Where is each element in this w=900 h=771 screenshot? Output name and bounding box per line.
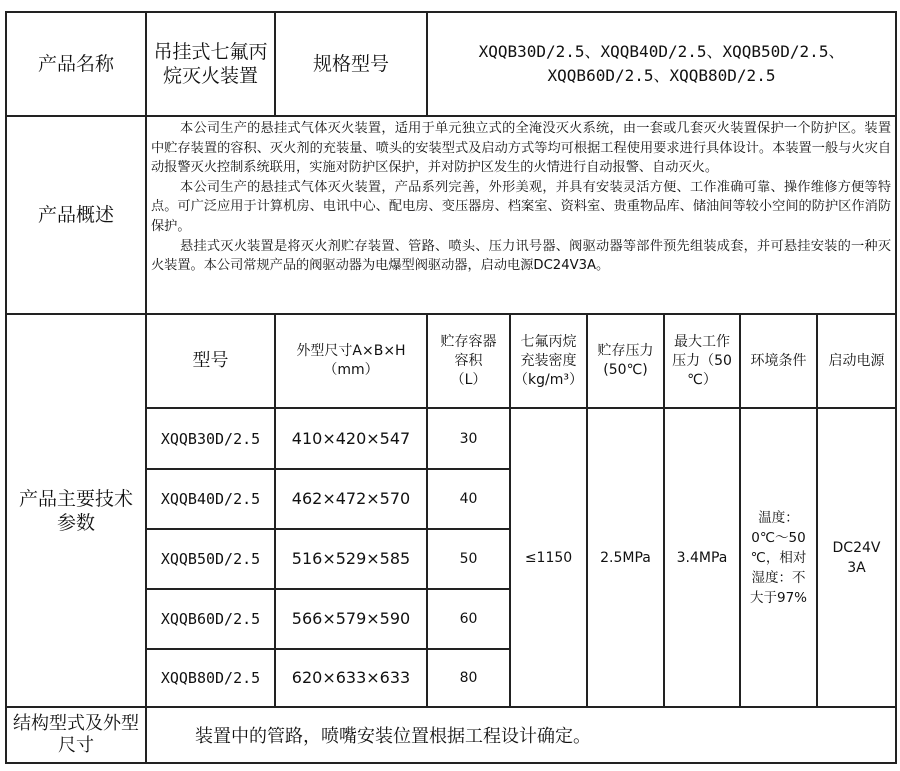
shared-environment [740, 408, 817, 707]
product-name-text: 吊挂式七氟丙烷灭火装置 [153, 41, 268, 87]
row-model: XQQB60D/2.5 [146, 589, 275, 649]
row-model: XQQB50D/2.5 [146, 529, 275, 589]
product-name-value [146, 12, 275, 116]
power-line-2: 3A [847, 559, 866, 576]
row-dimensions: 516×529×585 [275, 529, 427, 589]
col-volume-line-2: 容积 [454, 352, 483, 369]
row-dimensions: 620×633×633 [275, 649, 427, 707]
row-volume: 60 [427, 589, 510, 649]
row-volume: 30 [427, 408, 510, 469]
overview-paragraph-2: 本公司生产的悬挂式气体灭火装置，产品系列完善，外形美观，并具有安装灵活方便、工作准确可靠、操作维修方便等特点。可广泛应用于计算机房、电讯中心、配电房、变压器房、档案室、资料室、贵重物品库、储油间等较小空间的防护区作消防保护。 [151, 179, 892, 234]
structure-label [6, 707, 146, 763]
overview-row [6, 116, 896, 314]
row-dimensions: 462×472×570 [275, 469, 427, 529]
tech-params-label [6, 314, 146, 707]
row-volume: 80 [427, 649, 510, 707]
structure-row [6, 707, 896, 763]
col-max-pressure-line-2: 压力（50 [672, 352, 732, 369]
product-name-label: 产品名称 [6, 12, 146, 116]
structure-label-text: 结构型式及外型尺寸 [13, 713, 139, 756]
env-line-5: 大于97% [749, 589, 807, 606]
row-model: XQQB80D/2.5 [146, 649, 275, 707]
spec-model-line-2: XQQB60D/2.5、XQQB80D/2.5 [547, 66, 776, 85]
overview-label: 产品概述 [6, 116, 146, 314]
col-environment: 环境条件 [740, 314, 817, 408]
product-spec-table [5, 11, 897, 764]
shared-storage-pressure: 2.5MPa [587, 408, 664, 707]
shared-density: ≤1150 [510, 408, 587, 707]
spec-model-line-1: XQQB30D/2.5、XQQB40D/2.5、XQQB50D/2.5、 [478, 42, 845, 61]
col-max-pressure-line-1: 最大工作 [674, 333, 730, 350]
row-dimensions: 410×420×547 [275, 408, 427, 469]
row-volume: 50 [427, 529, 510, 589]
power-line-1: DC24V [832, 539, 881, 556]
col-dimensions-line-2: （mm） [323, 362, 379, 378]
col-max-pressure [664, 314, 740, 408]
row-model: XQQB40D/2.5 [146, 469, 275, 529]
col-dimensions-line-1: 外型尺寸A×B×H [296, 343, 406, 359]
tech-params-label-text: 产品主要技术参数 [18, 487, 133, 534]
col-volume-line-3: （L） [450, 371, 487, 388]
overview-paragraph-1: 本公司生产的悬挂式气体灭火装置，适用于单元独立式的全淹没灭火系统，由一套或几套灭火装置保护一个防护区。装置中贮存装置的容积、灭火剂的充装量、喷头的安装型式及启动方式等均可根据工程使用要求进行具体设计。本装置一般与火灾自动报警灭火控制系统联用，实施对防护区保护，并对防护区发生的火情进行自动报警、自动灭火。 [151, 121, 892, 176]
col-density-line-3: （kg/m³） [514, 371, 583, 388]
structure-text: 装置中的管路，喷嘴安装位置根据工程设计确定。 [146, 707, 896, 763]
col-density-line-2: 充装密度 [520, 352, 577, 369]
col-density [510, 314, 587, 408]
col-volume [427, 314, 510, 408]
env-line-2: 0℃～50 [751, 529, 806, 546]
spec-model-label: 规格型号 [275, 12, 427, 116]
col-storage-pressure [587, 314, 664, 408]
col-density-line-1: 七氟丙烷 [520, 333, 577, 350]
row-volume: 40 [427, 469, 510, 529]
overview-paragraph-3: 悬挂式灭火装置是将灭火剂贮存装置、管路、喷头、压力讯号器、阀驱动器等部件预先组装成套，并可悬挂安装的一种灭火装置。本公司常规产品的阀驱动器为电爆型阀驱动器，启动电源DC24V3A。 [151, 238, 892, 274]
row-model: XQQB30D/2.5 [146, 408, 275, 469]
shared-power [817, 408, 896, 707]
col-power: 启动电源 [817, 314, 896, 408]
spec-model-value [427, 12, 896, 116]
env-line-1: 温度： [758, 509, 799, 526]
col-dimensions [275, 314, 427, 408]
col-model: 型号 [146, 314, 275, 408]
tech-header-row [6, 314, 896, 408]
col-storage-pressure-line-1: 贮存压力 [597, 343, 654, 359]
col-storage-pressure-line-2: (50℃) [603, 362, 648, 378]
env-line-3: ℃，相对 [750, 549, 807, 566]
overview-text [146, 116, 896, 314]
row-dimensions: 566×579×590 [275, 589, 427, 649]
col-max-pressure-line-3: ℃） [687, 371, 717, 388]
shared-max-pressure: 3.4MPa [664, 408, 740, 707]
col-volume-line-1: 贮存容器 [440, 333, 497, 350]
env-line-4: 湿度：不 [751, 569, 806, 586]
header-row [6, 12, 896, 116]
